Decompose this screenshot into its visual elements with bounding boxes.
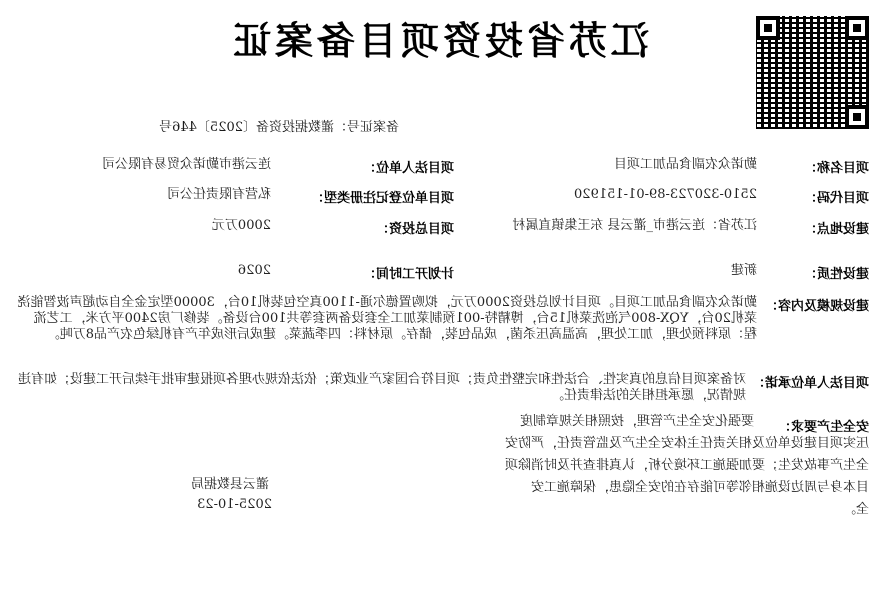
safety-line: 目本身与周边设施相邻等可能存在的安全隐患，保障施工安 <box>530 480 869 495</box>
construction-scale-label: 建设规模及内容： <box>764 299 869 314</box>
legal-entity-value: 连云港市勤诺众贸易有限公司 <box>101 157 271 172</box>
registration-number: 备案证号：灌数据投资备〔2025〕446号 <box>159 120 399 135</box>
qr-finder-pattern <box>845 105 869 129</box>
location-value: 江苏省：连云港市_灌云县 东王集镇直属村 <box>512 218 757 233</box>
entity-type-value: 私营有限责任公司 <box>166 187 271 202</box>
total-investment-label: 项目总投资： <box>375 222 454 237</box>
safety-line: 全生产事故发生；要加强施工环境分析，认真排查并及时消除项 <box>504 458 869 473</box>
issuer-name: 灌云县数据局 <box>190 477 269 492</box>
issue-date: 2025-10-23 <box>197 497 272 512</box>
safety-line: 要强化安全生产管理，按照相关规章制度 <box>519 414 754 429</box>
safety-line: 压实项目建设单位及相关责任主体安全生产及监管责任，严防安 <box>504 436 869 451</box>
project-code-label: 项目代码： <box>803 191 869 206</box>
total-investment-value: 2000万元 <box>211 218 271 233</box>
project-name-label: 项目名称： <box>803 161 869 176</box>
safety-line: 全。 <box>842 502 869 517</box>
legal-entity-label: 项目法人单位： <box>362 161 454 176</box>
location-label: 建设地点： <box>803 222 869 237</box>
project-code-value: 2510-320723-89-01-151920 <box>574 187 757 202</box>
planned-start-label: 计划开工时间： <box>362 267 454 282</box>
planned-start-value: 2026 <box>237 263 271 278</box>
commitment-label: 项目法人单位承诺： <box>751 376 869 391</box>
entity-type-label: 项目单位登记注册类型： <box>310 191 454 206</box>
construction-scale-value: 勤诺众农副食品加工项目。项目计划总投资2000万元，拟购置德尔通-1100真空包装机10台，30000型定金全自动超声波智能浇菜机20台，YQX-800气泡洗菜机15台，博精特-001预制菜加工全套设备两套等共100台设备。装修厂房2400平方米，工艺流程：原料预处理，加工处理，高温高压杀菌，成品包装，储存。原材料：四季蔬菜。建成后形成年产有机绿色农产品8万吨。 <box>17 295 757 342</box>
qr-finder-pattern <box>845 16 869 40</box>
construction-nature-value: 新建 <box>730 263 757 278</box>
commitment-value: 对备案项目信息的真实性、合法性和完整性负责；项目符合国家产业政策；依法依规办理各项报建审批手续后开工建设；如有违规情况，愿承担相关的法律责任。 <box>17 372 746 403</box>
qr-finder-pattern <box>756 16 780 40</box>
project-name-value: 勤诺众农副食品加工项目 <box>613 157 757 172</box>
certificate-title: 江苏省投资项目备案证 <box>229 19 650 63</box>
safety-requirements-label: 安全生产要求： <box>777 420 869 435</box>
qr-code <box>756 16 869 129</box>
construction-nature-label: 建设性质： <box>803 267 869 282</box>
